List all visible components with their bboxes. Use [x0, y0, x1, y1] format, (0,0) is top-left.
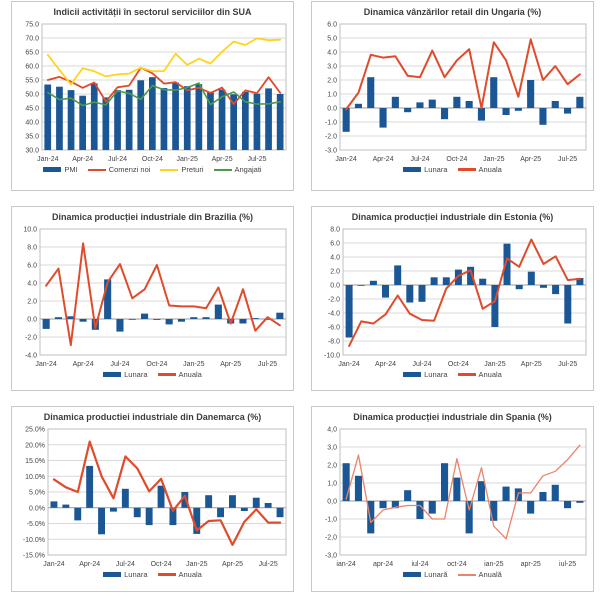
svg-text:-10.0%: -10.0% — [22, 536, 45, 544]
svg-text:Oct-24: Oct-24 — [446, 156, 468, 163]
svg-text:2,0: 2,0 — [327, 462, 337, 470]
svg-text:6.0: 6.0 — [330, 240, 340, 248]
chart-canvas — [14, 18, 291, 164]
legend-label: Angajati — [234, 165, 262, 174]
svg-text:0,0: 0,0 — [327, 498, 337, 506]
svg-text:6.0: 6.0 — [327, 21, 337, 29]
chart-legend — [103, 570, 202, 579]
legend-label: Lunara — [124, 570, 148, 579]
chart-title: Dinamica producției industriale din Brazilia (%) — [51, 212, 254, 222]
legend-item — [403, 570, 447, 579]
svg-text:Apr-24: Apr-24 — [372, 156, 394, 163]
chart-title: Dinamica producției industriale din Spania (%) — [353, 412, 552, 422]
cell-danemarca — [0, 400, 300, 601]
svg-text:0.0: 0.0 — [330, 282, 340, 290]
svg-text:iul-25: iul-25 — [559, 561, 577, 568]
legend-label: Anuală — [478, 570, 502, 579]
svg-text:1.0: 1.0 — [327, 91, 337, 99]
chart-title: Dinamica vânzărilor retail din Ungaria (%) — [363, 7, 542, 17]
chart-panel-estonia-industrial — [311, 206, 594, 391]
svg-text:60.0: 60.0 — [25, 63, 39, 71]
legend-label: Lunara — [124, 370, 148, 379]
legend-swatch-line — [158, 573, 176, 576]
legend-item — [403, 165, 447, 174]
svg-text:25.0%: 25.0% — [25, 426, 45, 434]
chart-canvas — [314, 223, 591, 369]
svg-text:15.0%: 15.0% — [25, 458, 45, 465]
svg-text:8.0: 8.0 — [330, 226, 340, 234]
svg-text:Oct-24: Oct-24 — [447, 361, 469, 368]
legend-item — [103, 370, 147, 379]
svg-text:-2.0: -2.0 — [327, 296, 340, 304]
svg-text:Apr-25: Apr-25 — [220, 361, 242, 368]
cell-estonia — [300, 200, 600, 400]
svg-text:0.0: 0.0 — [27, 316, 37, 324]
svg-text:40.0: 40.0 — [25, 119, 39, 127]
chart-panel-spania-industrial — [311, 406, 594, 592]
chart-legend — [403, 570, 502, 579]
svg-text:-1,0: -1,0 — [324, 516, 337, 524]
svg-text:-3.0: -3.0 — [324, 147, 337, 155]
chart-plot — [14, 223, 291, 369]
svg-text:-3,0: -3,0 — [324, 552, 337, 560]
svg-text:-4.0: -4.0 — [327, 310, 340, 318]
svg-text:75.0: 75.0 — [25, 21, 39, 29]
cell-sua — [0, 0, 300, 200]
svg-text:8.0: 8.0 — [27, 244, 37, 252]
chart-panel-brazilia-industrial — [11, 206, 294, 391]
chart-title: Dinamica producției industriale din Estonia (%) — [351, 212, 554, 222]
svg-text:Apr-24: Apr-24 — [72, 361, 94, 368]
legend-item — [458, 570, 502, 579]
legend-swatch-line — [158, 373, 176, 376]
legend-swatch-bar — [403, 167, 421, 172]
svg-text:-4.0: -4.0 — [24, 352, 37, 360]
chart-title: Indicii activității în sectorul serviciilor din SUA — [53, 7, 252, 17]
legend-label: Anuala — [178, 570, 202, 579]
svg-text:50.0: 50.0 — [25, 91, 39, 99]
legend-label: Anuala — [178, 370, 202, 379]
svg-text:65.0: 65.0 — [25, 49, 39, 57]
legend-swatch-bar — [43, 167, 61, 172]
svg-text:Jan-25: Jan-25 — [176, 156, 198, 163]
legend-label: Anuala — [478, 165, 502, 174]
svg-text:Jan-25: Jan-25 — [484, 361, 506, 368]
svg-text:Jul-25: Jul-25 — [558, 361, 578, 368]
svg-text:Jul-25: Jul-25 — [558, 156, 578, 163]
svg-text:-8.0: -8.0 — [327, 338, 340, 346]
svg-text:4.0: 4.0 — [27, 280, 37, 288]
svg-text:35.0: 35.0 — [25, 133, 39, 141]
legend-label: Lunara — [424, 165, 448, 174]
svg-text:ian-24: ian-24 — [336, 561, 356, 568]
legend-item — [403, 370, 447, 379]
legend-swatch-bar — [103, 572, 121, 577]
legend-swatch-bar — [403, 372, 421, 377]
legend-swatch-line — [458, 168, 476, 171]
svg-text:Jul-24: Jul-24 — [107, 156, 128, 163]
legend-label: PMI — [64, 165, 78, 174]
chart-plot — [314, 423, 591, 569]
chart-canvas — [314, 18, 591, 164]
svg-text:Apr-24: Apr-24 — [79, 561, 101, 568]
svg-text:3.0: 3.0 — [327, 63, 337, 71]
svg-text:Jan-25: Jan-25 — [483, 156, 505, 163]
chart-canvas — [14, 423, 291, 569]
svg-text:-15.0%: -15.0% — [22, 552, 45, 560]
svg-text:Jul-24: Jul-24 — [412, 361, 432, 368]
legend-swatch-line — [88, 169, 106, 171]
svg-text:Apr-25: Apr-25 — [211, 156, 233, 163]
svg-text:-2.0: -2.0 — [324, 133, 337, 141]
chart-panel-danemarca-industrial — [11, 406, 294, 592]
svg-text:Jul-24: Jul-24 — [110, 361, 130, 368]
svg-text:Jan-24: Jan-24 — [338, 361, 360, 368]
svg-text:20.0%: 20.0% — [25, 442, 45, 450]
svg-text:2.0: 2.0 — [330, 268, 340, 276]
svg-text:4.0: 4.0 — [327, 49, 337, 57]
svg-text:30.0: 30.0 — [25, 147, 39, 155]
legend-item — [158, 570, 202, 579]
cell-ungaria — [300, 0, 600, 200]
legend-item — [458, 165, 502, 174]
svg-text:Oct-24: Oct-24 — [146, 361, 168, 368]
svg-text:3,0: 3,0 — [327, 444, 337, 452]
chart-legend — [43, 165, 261, 174]
chart-canvas — [314, 423, 591, 569]
svg-text:2.0: 2.0 — [27, 298, 37, 306]
svg-text:Jan-24: Jan-24 — [37, 156, 59, 163]
svg-text:5.0: 5.0 — [327, 35, 337, 43]
svg-text:0.0%: 0.0% — [29, 505, 45, 513]
legend-item — [43, 165, 77, 174]
svg-text:Jul-25: Jul-25 — [258, 561, 278, 568]
svg-text:-2.0: -2.0 — [24, 334, 37, 342]
chart-panel-sua-services — [11, 1, 294, 191]
legend-label: Comenzi noi — [108, 165, 151, 174]
svg-text:4.0: 4.0 — [330, 254, 340, 262]
svg-text:Apr-24: Apr-24 — [374, 361, 397, 368]
svg-text:Oct-24: Oct-24 — [150, 561, 172, 568]
chart-plot — [314, 223, 591, 369]
legend-item — [88, 165, 151, 174]
svg-text:-6.0: -6.0 — [327, 324, 340, 332]
svg-text:ian-25: ian-25 — [484, 561, 504, 568]
svg-text:5.0%: 5.0% — [29, 489, 45, 497]
svg-text:Jul-24: Jul-24 — [410, 156, 430, 163]
svg-text:6.0: 6.0 — [27, 262, 37, 270]
legend-label: Lunară — [424, 570, 448, 579]
chart-title: Dinamica productiei industriale din Danemarca (%) — [43, 412, 262, 422]
svg-text:Jan-25: Jan-25 — [186, 561, 208, 568]
legend-item — [214, 165, 262, 174]
svg-text:-2,0: -2,0 — [324, 534, 337, 542]
svg-text:45.0: 45.0 — [25, 105, 39, 113]
svg-text:10.0: 10.0 — [23, 226, 37, 234]
svg-text:0.0: 0.0 — [327, 105, 337, 113]
svg-text:iul-24: iul-24 — [411, 561, 429, 568]
svg-text:55.0: 55.0 — [25, 77, 39, 85]
svg-text:-10.0: -10.0 — [324, 352, 340, 360]
chart-legend — [403, 165, 502, 174]
legend-label: Preturi — [181, 165, 204, 174]
svg-text:Apr-25: Apr-25 — [221, 561, 244, 568]
svg-text:Jul-24: Jul-24 — [115, 561, 135, 568]
chart-canvas — [14, 223, 291, 369]
svg-text:10.0%: 10.0% — [25, 473, 45, 481]
legend-swatch-bar — [403, 572, 421, 577]
svg-text:Jul-25: Jul-25 — [258, 361, 278, 368]
cell-spania — [300, 400, 600, 601]
legend-label: Anuala — [478, 370, 502, 379]
legend-item — [158, 370, 202, 379]
svg-text:Jan-24: Jan-24 — [43, 561, 65, 568]
svg-text:Oct-24: Oct-24 — [141, 156, 163, 163]
svg-text:4,0: 4,0 — [327, 426, 337, 434]
legend-label: Lunara — [424, 370, 448, 379]
svg-text:Apr-25: Apr-25 — [520, 156, 542, 163]
svg-text:Apr-24: Apr-24 — [72, 156, 94, 163]
svg-text:2.0: 2.0 — [327, 77, 337, 85]
svg-text:apr-25: apr-25 — [520, 561, 541, 568]
legend-swatch-bar — [103, 372, 121, 377]
legend-item — [160, 165, 203, 174]
cell-brazilia — [0, 200, 300, 400]
legend-swatch-line — [214, 169, 232, 171]
svg-text:1,0: 1,0 — [327, 480, 337, 488]
legend-item — [103, 570, 147, 579]
svg-text:oct-24: oct-24 — [447, 561, 467, 568]
svg-text:Jan-24: Jan-24 — [335, 156, 357, 163]
svg-text:-1.0: -1.0 — [324, 119, 337, 127]
chart-legend — [103, 370, 202, 379]
legend-swatch-line — [458, 574, 476, 576]
svg-text:-5.0%: -5.0% — [26, 521, 45, 528]
chart-legend — [403, 370, 502, 379]
svg-text:Jan-25: Jan-25 — [183, 361, 205, 368]
svg-text:apr-24: apr-24 — [372, 561, 394, 568]
svg-text:70.0: 70.0 — [25, 35, 39, 43]
chart-plot — [14, 423, 291, 569]
chart-plot — [314, 18, 591, 164]
legend-item — [458, 370, 502, 379]
chart-plot — [14, 18, 291, 164]
svg-text:Jan-24: Jan-24 — [35, 361, 57, 368]
legend-swatch-line — [160, 169, 178, 171]
svg-text:Apr-25: Apr-25 — [520, 361, 542, 368]
legend-swatch-line — [458, 373, 476, 376]
svg-text:Jul-25: Jul-25 — [247, 156, 267, 163]
chart-panel-ungaria-retail — [311, 1, 594, 191]
